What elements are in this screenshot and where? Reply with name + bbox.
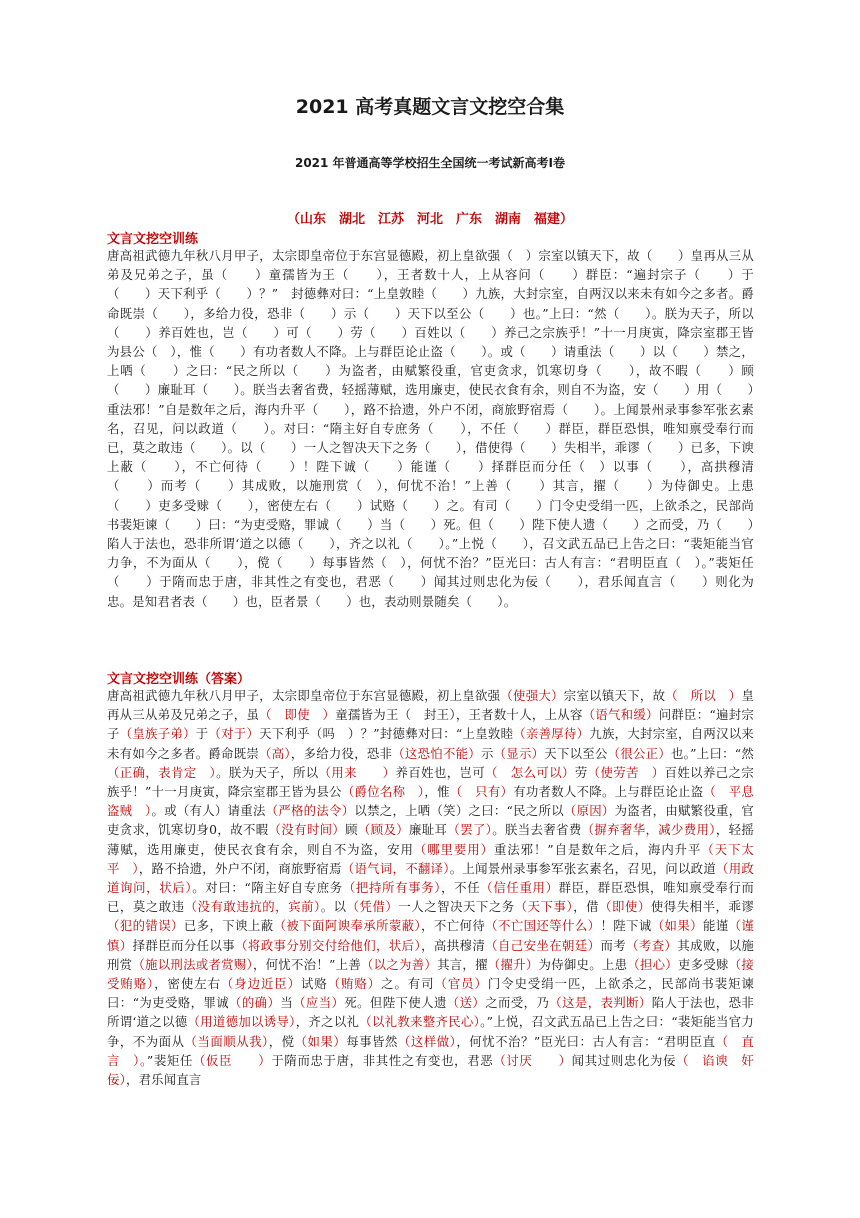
answer-annotation: （当面顺从我）: [184, 1033, 269, 1049]
answer-annotation: （语气词，不翻译）: [341, 860, 450, 876]
answer-annotation: （ 平息盗贼 ）: [107, 784, 755, 819]
answer-annotation: （的确）: [229, 995, 281, 1011]
passage-text: 于隋而忠于唐，非其性之有变也，君恶: [271, 1052, 494, 1068]
answer-annotation: （爵位名称 ）: [341, 784, 425, 800]
answer-annotation: （这是，表判断）: [549, 995, 652, 1011]
answer-annotation: （亲善厚待）: [513, 726, 590, 742]
answer-annotation: （皇族子弟）: [119, 726, 196, 742]
passage-text: 之而受，乃: [485, 995, 550, 1011]
passage-text: 唐高祖武德九年秋八月甲子，太宗即皇帝位于东宫显德殿，初上皇欲强: [107, 688, 501, 703]
answer-annotation: （正确，表肯定 ）: [107, 764, 217, 780]
answer-annotation: （贿赂）: [327, 976, 382, 992]
passage-text: 陷人于法也，恐非所谓‘道之以德: [107, 995, 754, 1030]
passage-text: 能谨: [702, 918, 729, 934]
passage-text: 重法邪！”自是数年之后，海内升平: [493, 841, 702, 857]
exam-subtitle: 2021 年普通高等学校招生全国统一考试新高考Ⅰ卷: [294, 156, 566, 170]
answer-annotation: （如果）: [651, 918, 703, 934]
answer-annotation: （自己安坐在朝廷）: [485, 937, 601, 953]
answer-annotation: （高）: [259, 745, 291, 761]
passage-text: 死。但陛下使人遗: [344, 995, 447, 1011]
passage-text: 闻其过则忠化为佞: [571, 1052, 677, 1068]
passage-text: 吏多受赇: [677, 956, 729, 972]
answer-annotation: （不亡国还等什么）: [485, 918, 601, 934]
answer-annotation: （用道德加以诱导）: [187, 1014, 296, 1030]
passage-text: 使得失相半，乖谬: [650, 899, 754, 915]
answer-annotation: （没有敢违抗的，宾前）: [184, 899, 321, 915]
passage-text: 为盗者，由赋繁役重，官吏贪求，饥寒切身0，故不暇: [107, 803, 754, 838]
document-title: 2021 高考真题文言文挖空合集: [295, 96, 565, 118]
answer-annotation: （擢升）: [487, 956, 539, 972]
answer-annotation: （ 怎么可以）: [485, 764, 575, 780]
passage-text: 宗室以镇天下，故: [563, 688, 666, 703]
passage-text: ，惟: [424, 784, 450, 800]
passage-text: 皇再从三从弟及兄弟之子，虽: [107, 688, 755, 723]
answer-annotation: （显示）: [493, 745, 545, 761]
answer-annotation: （即使）: [599, 899, 651, 915]
passage-text: 。”上悦，召文武五品已上告之曰：“裴矩能当官力争，不为面从: [107, 1014, 755, 1049]
answer-annotation: （被下面阿谀奉承所蒙蔽）: [273, 918, 422, 934]
passage-text: ”裴矩任: [146, 1052, 193, 1068]
answer-annotation: （这恐怕不能）: [392, 745, 481, 761]
answer-annotation: （以之为善）: [361, 956, 438, 972]
answer-annotation: （官员）: [434, 976, 488, 992]
passage-text: 。或（有人）请重法: [151, 803, 266, 819]
passage-text: ，密使左右: [154, 976, 221, 992]
answer-annotation: （语气和缓）: [582, 707, 659, 723]
passage-text: 门令史受绢一匹，上欲杀之，民部尚书裴矩谏曰：“为吏受赂，罪诚: [107, 976, 755, 1011]
answer-annotation: （罢了）: [447, 822, 493, 838]
passage-text: 为侍御史。上患: [538, 956, 628, 972]
passage-text: ，君乐闻直言: [125, 1072, 202, 1088]
answer-annotation: （信任重用）: [480, 880, 559, 896]
passage-text: ，高拱穆清: [421, 937, 486, 953]
passage-text: 也。”上曰：“然: [671, 745, 754, 761]
passage-text: 百姓以养己之宗族乎！”十一月庚寅，降宗室郡王皆为县公: [107, 764, 755, 800]
answer-annotation: （原因）: [563, 803, 615, 819]
passage-text: 天下利乎（吗 ）？”封德彝对曰：“上皇敦睦: [259, 726, 514, 742]
passage-text: 顾: [345, 822, 358, 838]
passage-text: ，轻摇薄赋，选用廉吏，使民衣食有余，则自不为盗，安用: [107, 822, 755, 857]
passage-text: 择群臣而分任以事: [132, 937, 236, 953]
passage-text: 于: [195, 726, 209, 742]
passage-text: 其言，擢: [437, 956, 488, 972]
passage-text: 九族，大封宗室，自两汉以来未有如今之多者。爵命既崇: [107, 726, 755, 761]
passage-text: ，借: [573, 899, 600, 915]
passage-text: 已多，下谀上蔽: [183, 918, 274, 934]
passage-text: 。朕当去奢省费: [492, 822, 582, 838]
passage-text: 童孺皆为王（ 封王），王者数十人，上从容: [335, 707, 583, 723]
passage-text: 。朕为天子，所以: [216, 764, 319, 780]
answer-annotation: （使劳苦 ）: [587, 764, 665, 780]
answer-annotation: （如果）: [294, 1033, 347, 1049]
answer-annotation: （以礼教来整齐民心）: [359, 1014, 481, 1030]
passage-text: ，路不拾遗，外户不闭，商旅野宿焉: [138, 860, 342, 876]
answer-annotation: （谨慎）: [107, 918, 754, 953]
passage-text: ，不任: [441, 880, 481, 896]
answer-annotation: （对于）: [208, 726, 260, 742]
answer-annotation: （接受贿赂）: [107, 956, 754, 992]
answer-annotation: （摒弃奢华，减少费用）: [581, 822, 716, 838]
passage-text: 。对曰：“隋主好自专庶务: [192, 880, 343, 896]
passage-text: 之。有司: [381, 976, 435, 992]
province-list: （山东 湖北 江苏 河北 广东 湖南 福建）: [286, 212, 573, 227]
answer-annotation: （使强大）: [500, 688, 564, 703]
answer-annotation: （应当）: [293, 995, 345, 1011]
answer-annotation: （施以刑法或者赏赐）: [132, 956, 253, 972]
passage-text: ，何忧不治！”上善: [252, 956, 361, 972]
passage-text: 群臣，群臣恐惧，唯知禀受奉行而已，莫之敢违: [107, 880, 755, 915]
answer-annotation: （犯的错误）: [107, 918, 184, 934]
passage-text: 养百姓也，岂可: [395, 764, 486, 780]
passage-text: 天下以至公: [544, 745, 608, 761]
answers-heading: 文言文挖空训练（答案）: [107, 672, 251, 687]
passage-text: 而考: [600, 937, 627, 953]
passage-text: 试赂: [301, 976, 328, 992]
passage-text: 劳: [574, 764, 588, 780]
passage-text: 。上闻景州录事参军张玄素名，召见，问以政道: [449, 860, 717, 876]
passage-text: 每事皆然: [346, 1033, 398, 1049]
exercise-heading: 文言文挖空训练: [107, 232, 199, 247]
answer-annotation: （这样做）: [397, 1033, 457, 1049]
answer-annotation: （天下事）: [514, 899, 574, 915]
answer-annotation: （仮臣 ）: [193, 1052, 272, 1068]
answer-annotation: （ 即使 ）: [259, 707, 336, 723]
passage-text: ，齐之以礼: [295, 1014, 360, 1030]
passage-text: 廉耻耳: [409, 822, 448, 838]
passage-text: 当: [280, 995, 294, 1011]
answer-annotation: （ 直言 ）。: [107, 1033, 754, 1068]
answer-annotation: （用来 ）: [318, 764, 396, 780]
answer-annotation: （很公正）: [607, 745, 672, 761]
exercise-passage: 唐高祖武德九年秋八月甲子，太宗即皇帝位于东宫显德殿，初上皇欲强（ ）宗室以镇天下，故（ ）皇再从三从弟及兄弟之子，虽（ ）童孺皆为王（ ），王者数十人，上从容问（ ）群臣：“遍封宗子（ ）于（ ）天下利乎（ ）？” 封德彝对曰：“上皇敦睦（ ）九族，大封宗室，自两汉以来未有如今之多者。爵命既崇（ ），多给力役，恐非（ ）示（ ）天下以至公（ ）也。”上曰：“然（ ）。朕为天子，所以（ ）养百姓也，岂（ ）可（ ）劳（ ）百姓以（ ）养己之宗族乎！”十一月庚寅，降宗室郡王皆为县公（ ），惟（ ）有功者数人不降。上与群臣论止盗（ ）。或（ ）请重法（ ）以（ ）禁之，上哂（ ）之曰：“民之所以（ ）为盗者，由赋繁役重，官吏贪求，饥寒切身（ ），故不暇（ ）顾（ ）廉耻耳（ ）。朕当去奢省费，轻摇薄赋，选用廉吏，使民衣食有余，则自不为盗，安（ ）用（ ）重法邪！”自是数年之后，海内升平（ ），路不拾遗，外户不闭，商旅野宿焉（ ）。上闻景州录事参军张玄素名，召见，问以政道（ ）。对曰：“隋主好自专庶务（ ），不任（ ）群臣，群臣恐惧，唯知禀受奉行而已，莫之敢违（ ）。以（ ）一人之智决天下之务（ ），借使得（ ）失相半，乖谬（ ）已多，下谀上蔽（ ），不亡何待（ ）！陛下诚（ ）能谨（ ）择群臣而分任（ ）以事（ ），高拱穆清（ ）而考（ ）其成败，以施刑赏（ ），何忧不治！”上善（ ）其言，擢（ ）为侍御史。上患（ ）吏多受赇（ ），密使左右（ ）试赂（ ）之。有司（ ）门令史受绢一匹，上欲杀之，民部尚书裴矩谏（ ）曰：“为吏受赂，罪诚（ ）当（ ）死。但（ ）陛下使人遗（ ）之而受，乃（ ）陷人于法也，恐非所谓‘道之以德（ ），齐之以礼（ ）。”上悦（ ），召文武五品已上告之曰：“裴矩能当官力争，不为面从（ ），傥（ ）每事皆然（ ），何忧不治？”臣光曰：古人有言：“君明臣直（ ）。”裴矩任（ ）于隋而忠于唐，非其性之有变也，君恶（ ）闻其过则忠化为佞（ ），君乐闻直言（ ）则化为忠。是知君者表（ ）也，臣者景（ ）也，表动则景随矣（ ）。: [107, 248, 754, 609]
answer-annotation: （顾及）: [357, 822, 410, 838]
answer-passage: [107, 686, 754, 1089]
answer-annotation: （ 谄谀 奸佞）: [107, 1052, 754, 1088]
passage-text: 示: [480, 745, 494, 761]
answer-annotation: （送）: [446, 995, 486, 1011]
passage-text: 一人之智决天下之务: [398, 899, 515, 915]
passage-text: ，何忧不治？”臣光曰：古人有言：“君明臣直: [456, 1033, 716, 1049]
answer-annotation: （哪里要用）: [413, 841, 494, 857]
passage-text: ，多给力役，恐非: [290, 745, 393, 761]
passage-text: ！陛下诚: [600, 918, 652, 934]
answer-annotation: （将政事分别交付给他们，状后）: [235, 937, 422, 953]
answer-annotation: （考查）: [626, 937, 678, 953]
passage-text: 以禁之，上哂（笑）之曰：“民之所以: [354, 803, 564, 819]
answer-annotation: （天下太平 ）: [107, 841, 754, 876]
passage-text: 有功者数人不降。上与群臣论止盗: [513, 784, 704, 800]
passage-text: ，傥: [268, 1033, 295, 1049]
answer-annotation: （凭借）: [346, 899, 399, 915]
passage-text: 。以: [320, 899, 347, 915]
answer-annotation: （用政道询问，状后）: [107, 860, 755, 896]
passage-text: 其成败，以施刑赏: [107, 937, 754, 972]
answer-annotation: （严格的法令）: [265, 803, 355, 819]
answer-annotation: （身边近臣）: [220, 976, 301, 992]
passage-text: ，不亡何待: [421, 918, 486, 934]
answer-annotation: （ 所以 ）: [665, 688, 742, 703]
answer-annotation: （把持所有事务）: [342, 880, 442, 896]
answer-annotation: （没有时间）: [268, 822, 346, 838]
answer-annotation: （担心）: [627, 956, 678, 972]
answer-annotation: （ 只有）: [449, 784, 514, 800]
answer-annotation: （讨厌 ）: [493, 1052, 572, 1068]
passage-text: 问群臣：“遍封宗子: [107, 707, 754, 742]
